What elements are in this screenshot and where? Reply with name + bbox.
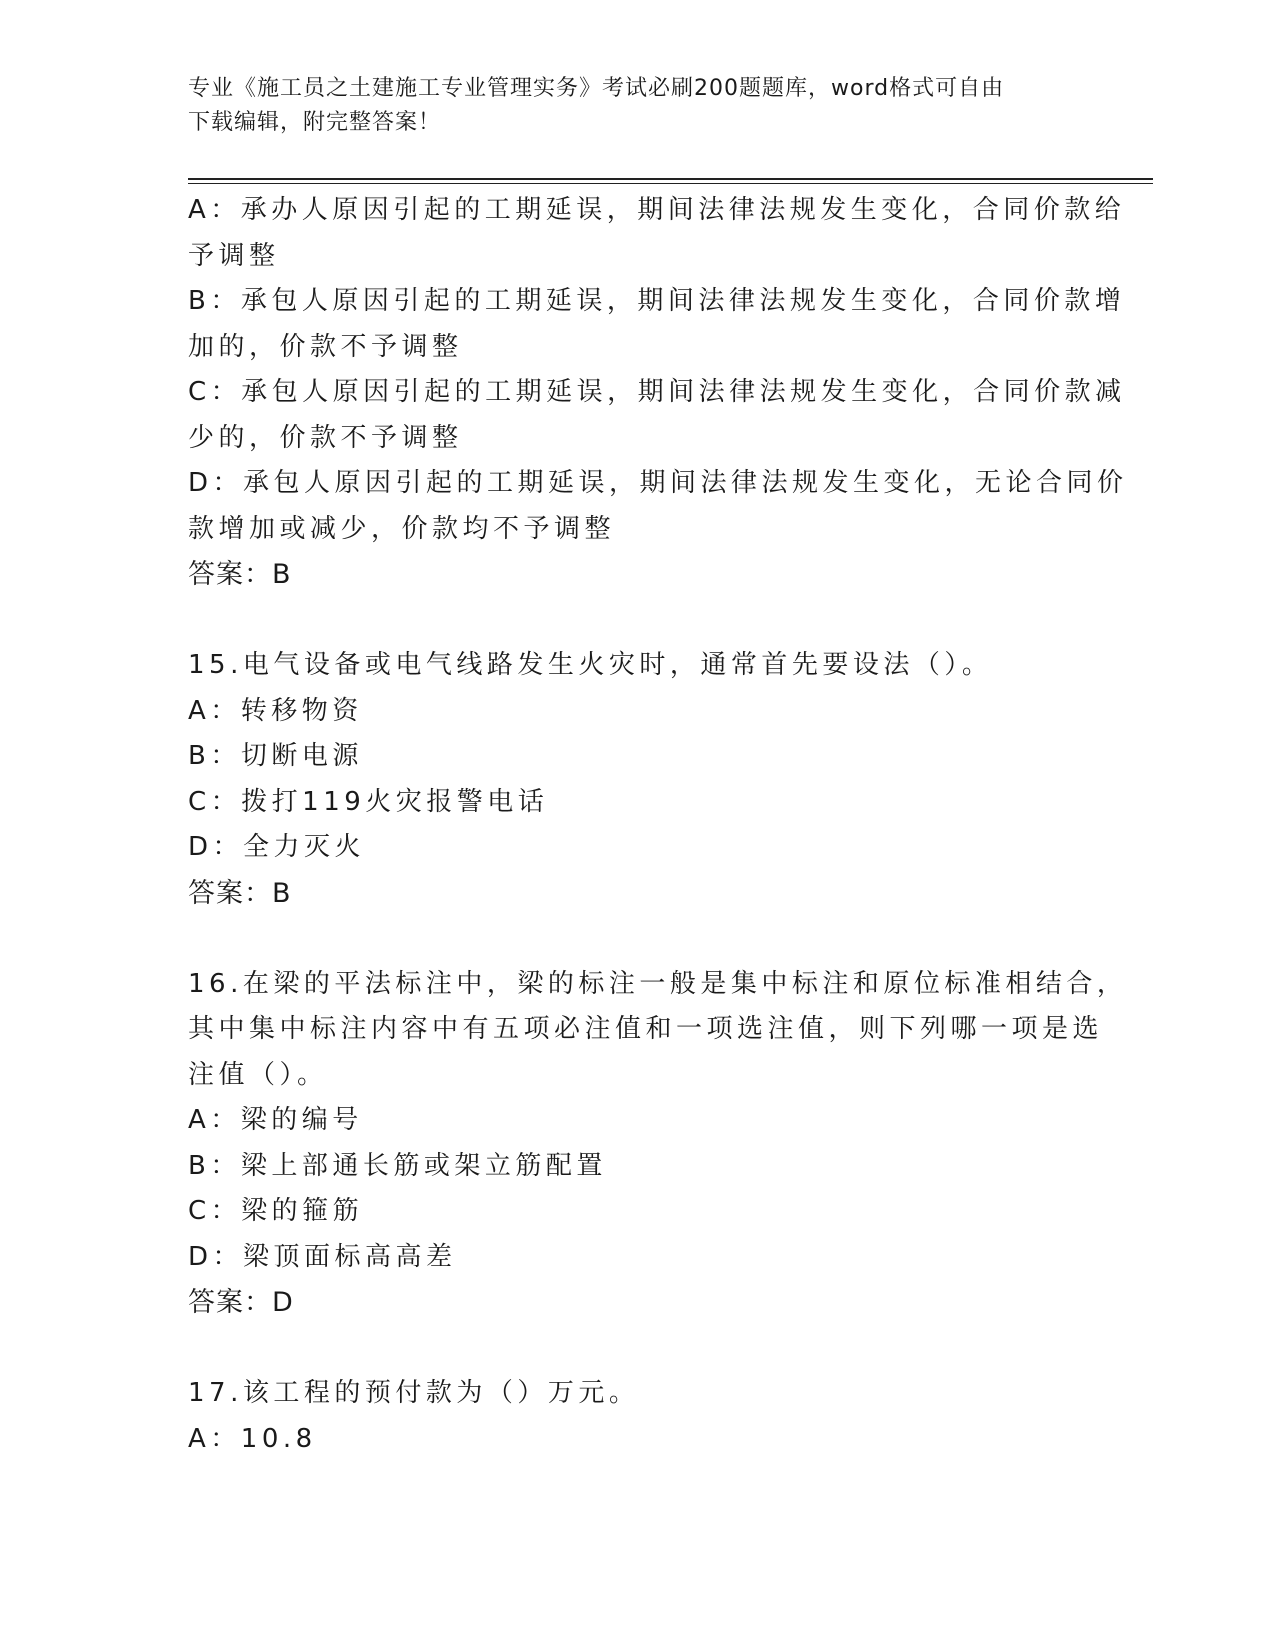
option-b: B：梁上部通长筋或架立筋配置 [188, 1150, 607, 1181]
option-c-line-1: C：承包人原因引起的工期延误，期间法律法规发生变化，合同价款减 [188, 377, 1126, 407]
spacer [188, 1326, 1078, 1372]
question-16 [188, 962, 1128, 1326]
option-d: D：梁顶面标高高差 [188, 1241, 457, 1272]
question-17 [188, 1371, 1078, 1462]
question-text-line-3: 注值（）。 [188, 1059, 328, 1090]
question-content [188, 188, 1128, 1462]
header-divider-thick [188, 178, 1153, 180]
header-line-1: 专业《施工员之土建施工专业管理实务》考试必刷200题题库，word格式可自由 [188, 76, 1005, 101]
question-text-line-2: 其中集中标注内容中有五项必注值和一项选注值，则下列哪一项是选 [188, 1014, 1104, 1044]
question-14 [188, 188, 1128, 598]
option-a: A：梁的编号 [188, 1105, 363, 1135]
question-text-line-1: 16.在梁的平法标注中，梁的标注一般是集中标注和原位标准相结合， [188, 968, 1128, 999]
answer: 答案：B [188, 877, 292, 909]
option-a: A：10.8 [188, 1423, 317, 1454]
header-divider-thin [188, 183, 1153, 184]
answer: 答案：B [188, 559, 292, 590]
option-b: B：切断电源 [188, 741, 363, 771]
option-b-line-2: 加的，价款不予调整 [188, 331, 463, 362]
header-line-2: 下载编辑，附完整答案！ [188, 110, 442, 135]
option-b-line-1: B：承包人原因引起的工期延误，期间法律法规发生变化，合同价款增 [188, 286, 1126, 316]
option-d: D：全力灭火 [188, 832, 366, 862]
option-d-line-1: D：承包人原因引起的工期延误，期间法律法规发生变化，无论合同价 [188, 468, 1128, 498]
spacer [188, 916, 1078, 962]
option-c: C：拨打119火灾报警电话 [188, 786, 549, 817]
option-d-line-2: 款增加或减少，价款均不予调整 [188, 513, 616, 544]
document-header [188, 72, 1068, 140]
question-text: 15.电气设备或电气线路发生火灾时，通常首先要设法（）。 [188, 650, 993, 680]
question-15 [188, 643, 1078, 916]
option-a-line-1: A：承办人原因引起的工期延误，期间法律法规发生变化，合同价款给 [188, 195, 1126, 225]
spacer [188, 598, 1078, 644]
option-a: A：转移物资 [188, 695, 363, 726]
option-c-line-2: 少的，价款不予调整 [188, 422, 463, 453]
question-text: 17.该工程的预付款为（）万元。 [188, 1378, 640, 1408]
option-c: C：梁的箍筋 [188, 1196, 364, 1226]
option-a-line-2: 予调整 [188, 240, 280, 271]
answer: 答案：D [188, 1287, 294, 1318]
